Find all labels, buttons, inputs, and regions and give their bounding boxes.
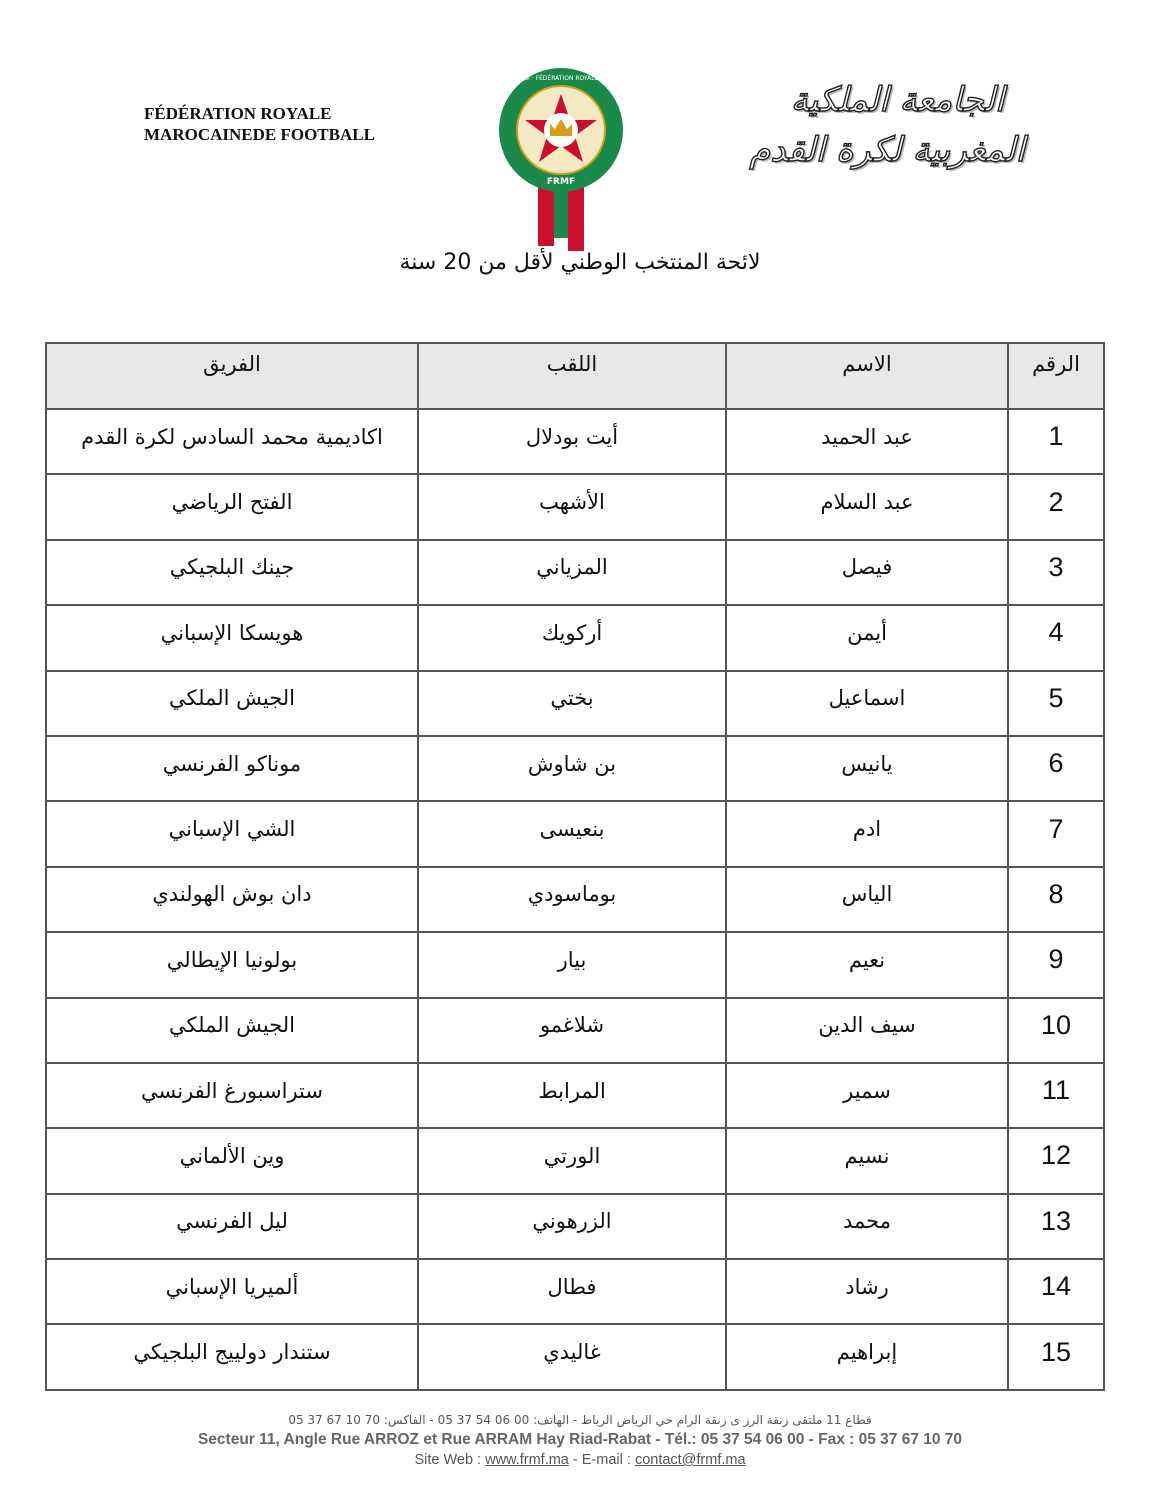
row-num: 12 bbox=[1008, 1128, 1104, 1193]
row-num: 4 bbox=[1008, 605, 1104, 670]
row-num: 6 bbox=[1008, 736, 1104, 801]
row-club: هويسكا الإسباني bbox=[46, 605, 418, 670]
logo-ring-text: الجامعة الملكية المغربية لكرة القدم · FÉDÉRATION ROYALE MAROCAINE DE FOOTBALL bbox=[441, 75, 681, 82]
row-last-name: المرابط bbox=[418, 1063, 726, 1128]
row-first-name: محمد bbox=[726, 1194, 1008, 1259]
footer-website-link[interactable]: www.frmf.ma bbox=[485, 1452, 569, 1468]
row-club: الشي الإسباني bbox=[46, 801, 418, 866]
table-row bbox=[46, 998, 1104, 1063]
column-header-last-name: اللقب bbox=[418, 343, 726, 409]
footer-contact bbox=[150, 1450, 1010, 1470]
table-row bbox=[46, 1324, 1104, 1389]
row-num: 8 bbox=[1008, 867, 1104, 932]
federation-name-line2: MAROCAINEDE FOOTBALL bbox=[144, 125, 375, 144]
footer-address-fr: Secteur 11, Angle Rue ARROZ et Rue ARRAM Hay Riad-Rabat - Tél.: 05 37 54 06 00 - Fax : 05 37 67 10 70 bbox=[197, 1431, 963, 1448]
row-num: 9 bbox=[1008, 932, 1104, 997]
row-last-name: بنعيسى bbox=[418, 801, 726, 866]
row-first-name: نسيم bbox=[726, 1128, 1008, 1193]
federation-name-ar bbox=[749, 75, 1025, 185]
row-num: 1 bbox=[1008, 409, 1104, 474]
row-club: الجيش الملكي bbox=[46, 671, 418, 736]
row-club: ألميريا الإسباني bbox=[46, 1259, 418, 1324]
row-club: اكاديمية محمد السادس لكرة القدم bbox=[46, 409, 418, 474]
row-first-name: يانيس bbox=[726, 736, 1008, 801]
row-last-name: الورتي bbox=[418, 1128, 726, 1193]
row-last-name: فطال bbox=[418, 1259, 726, 1324]
row-num: 14 bbox=[1008, 1259, 1104, 1324]
page-footer bbox=[150, 1410, 1010, 1470]
row-last-name: أيت بودلال bbox=[418, 409, 726, 474]
row-first-name: إبراهيم bbox=[726, 1324, 1008, 1389]
table-row bbox=[46, 1128, 1104, 1193]
row-num: 10 bbox=[1008, 998, 1104, 1063]
logo-badge-text: FRMF bbox=[546, 177, 576, 187]
table-row bbox=[46, 1063, 1104, 1128]
row-club: ستراسبورغ الفرنسي bbox=[46, 1063, 418, 1128]
table-row bbox=[46, 671, 1104, 736]
row-num: 15 bbox=[1008, 1324, 1104, 1389]
row-first-name: نعيم bbox=[726, 932, 1008, 997]
row-first-name: اسماعيل bbox=[726, 671, 1008, 736]
row-last-name: غاليدي bbox=[418, 1324, 726, 1389]
row-club: الجيش الملكي bbox=[46, 998, 418, 1063]
row-last-name: الزرهوني bbox=[418, 1194, 726, 1259]
row-club: ليل الفرنسي bbox=[46, 1194, 418, 1259]
table-row bbox=[46, 605, 1104, 670]
row-num: 13 bbox=[1008, 1194, 1104, 1259]
row-last-name: بختي bbox=[418, 671, 726, 736]
row-club: الفتح الرياضي bbox=[46, 474, 418, 539]
row-first-name: سمير bbox=[726, 1063, 1008, 1128]
row-first-name: ادم bbox=[726, 801, 1008, 866]
footer-email-link[interactable]: contact@frmf.ma bbox=[634, 1452, 746, 1468]
column-header-first-name: الاسم bbox=[726, 343, 1008, 409]
federation-name-fr bbox=[144, 103, 375, 145]
frmf-logo-icon bbox=[441, 66, 681, 251]
row-num: 5 bbox=[1008, 671, 1104, 736]
row-club: ستندار دولييج البلجيكي bbox=[46, 1324, 418, 1389]
row-last-name: الأشهب bbox=[418, 474, 726, 539]
row-last-name: أركويك bbox=[418, 605, 726, 670]
row-club: موناكو الفرنسي bbox=[46, 736, 418, 801]
row-last-name: بوماسودي bbox=[418, 867, 726, 932]
row-num: 7 bbox=[1008, 801, 1104, 866]
footer-address-ar: قطاع 11 ملتقى زنقة الرز ى زنقة الرام حي الرياض الرباط - الهاتف: 00 06 54 37 05 - الفاكس: 70 10 67 37 05 bbox=[288, 1413, 872, 1427]
row-first-name: فيصل bbox=[726, 540, 1008, 605]
page-title: لائحة المنتخب الوطني لأقل من 20 سنة bbox=[399, 250, 761, 275]
table-row bbox=[46, 474, 1104, 539]
column-header-club: الفريق bbox=[46, 343, 418, 409]
column-header-num: الرقم bbox=[1008, 343, 1104, 409]
row-first-name: عبد السلام bbox=[726, 474, 1008, 539]
table-row bbox=[46, 932, 1104, 997]
row-last-name: بيار bbox=[418, 932, 726, 997]
federation-name-ar-line2: المغربية لكرة القدم bbox=[749, 130, 1025, 170]
federation-name-line1: FÉDÉRATION ROYALE bbox=[144, 104, 332, 123]
row-num: 2 bbox=[1008, 474, 1104, 539]
table-row bbox=[46, 736, 1104, 801]
row-first-name: سيف الدين bbox=[726, 998, 1008, 1063]
row-num: 11 bbox=[1008, 1063, 1104, 1128]
row-first-name: أيمن bbox=[726, 605, 1008, 670]
row-first-name: الياس bbox=[726, 867, 1008, 932]
row-first-name: رشاد bbox=[726, 1259, 1008, 1324]
row-club: دان بوش الهولندي bbox=[46, 867, 418, 932]
row-num: 3 bbox=[1008, 540, 1104, 605]
row-first-name: عبد الحميد bbox=[726, 409, 1008, 474]
row-club: جينك البلجيكي bbox=[46, 540, 418, 605]
row-last-name: المزياني bbox=[418, 540, 726, 605]
table-row bbox=[46, 409, 1104, 474]
federation-name-ar-line1: الجامعة الملكية bbox=[790, 80, 1005, 120]
footer-web-label: Site Web : bbox=[414, 1452, 486, 1468]
table-row bbox=[46, 801, 1104, 866]
table-row bbox=[46, 1194, 1104, 1259]
squad-table bbox=[45, 342, 1105, 1391]
table-row bbox=[46, 1259, 1104, 1324]
table-row bbox=[46, 540, 1104, 605]
row-club: وين الألماني bbox=[46, 1128, 418, 1193]
row-last-name: شلاغمو bbox=[418, 998, 726, 1063]
table-row bbox=[46, 867, 1104, 932]
footer-email-label: - E-mail : bbox=[568, 1452, 635, 1468]
row-last-name: بن شاوش bbox=[418, 736, 726, 801]
table-header-row bbox=[46, 343, 1104, 409]
row-club: بولونيا الإيطالي bbox=[46, 932, 418, 997]
